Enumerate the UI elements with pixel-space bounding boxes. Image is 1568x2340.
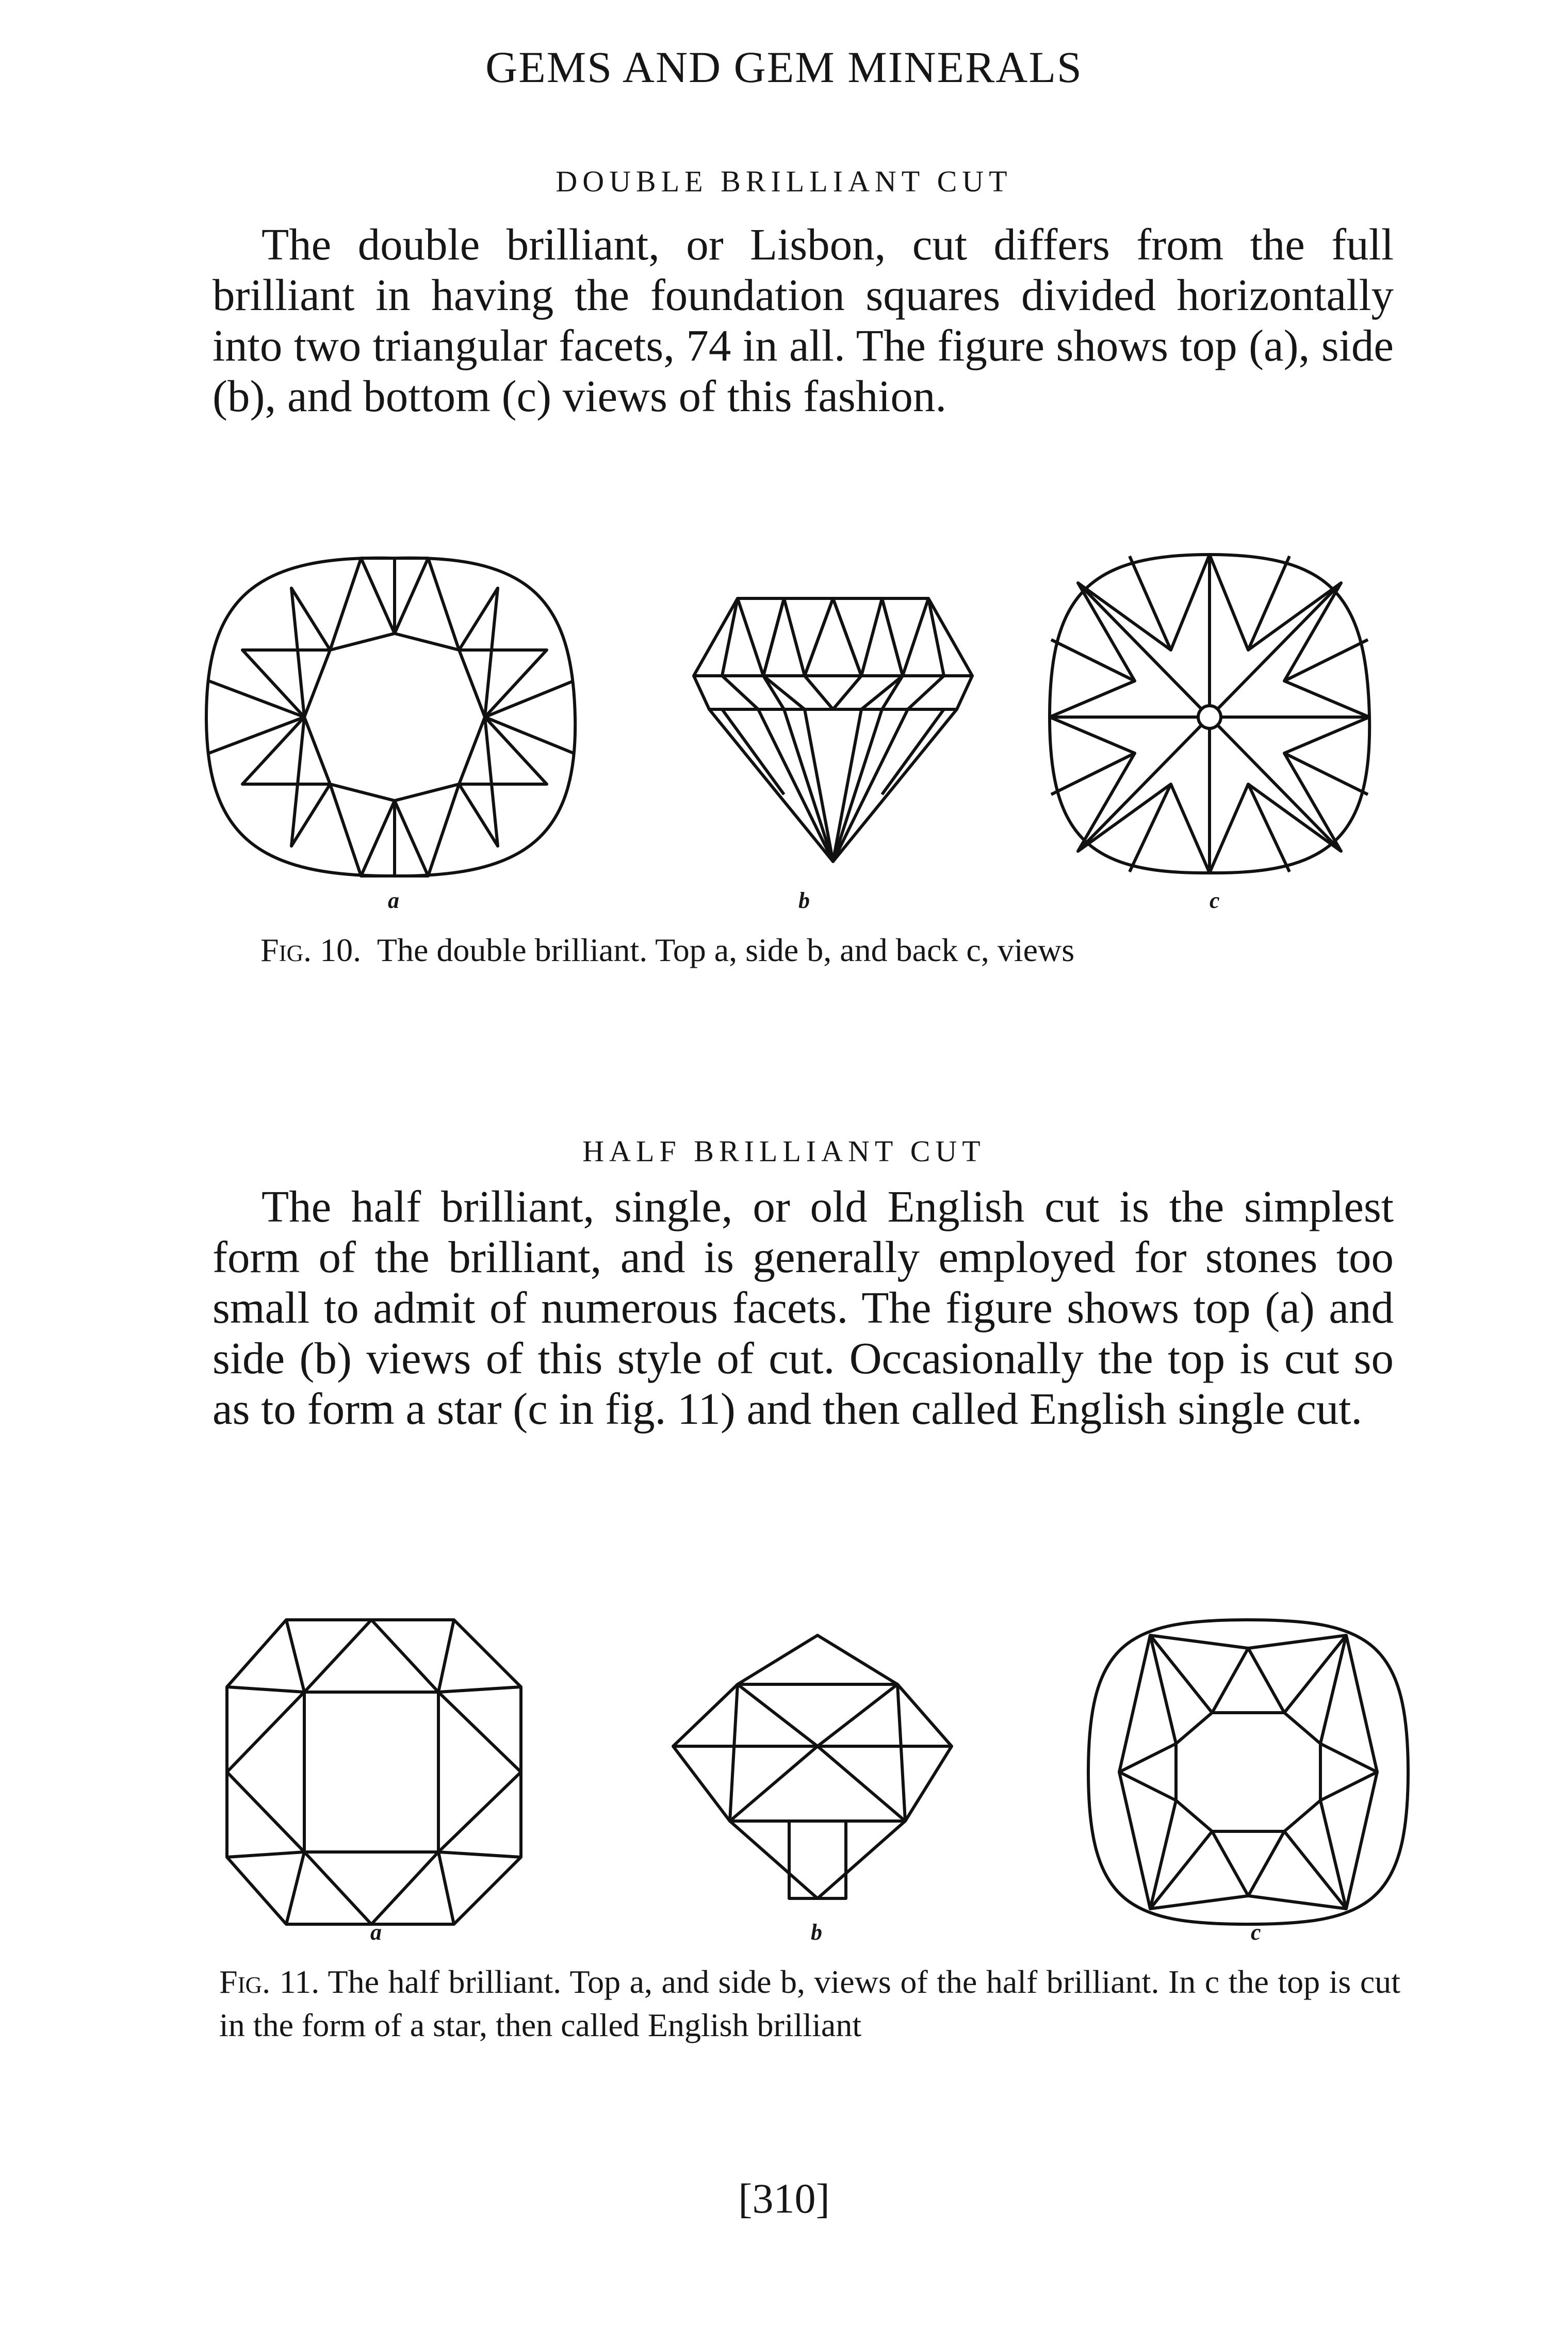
fig11-c-star-view [1088, 1620, 1408, 1924]
paragraph-double-brilliant: The double brilliant, or Lisbon, cut differs from the full brilliant in having the foundation squares divided horizontally into two triangular facets, 74 in all. The figure shows top (a), side (b), and bottom (c) views of this fashion. [213, 219, 1394, 421]
fig10-label-b: b [798, 888, 810, 913]
fig10-caption-text: The double brilliant. Top a, side b, and back c, views [377, 932, 1075, 968]
fig10-a-top-view [206, 558, 575, 876]
fig11-caption-text: The half brilliant. Top a, and side b, views of the half brilliant. In c the top is cut in the form of a star, then called English brilliant [219, 1963, 1401, 2043]
section-title-half-brilliant: HALF BRILLIANT CUT [582, 1134, 986, 1168]
paragraph-half-brilliant: The half brilliant, single, or old English cut is the simplest form of the brilliant, and is generally employed for stones too small to admit of numerous facets. The figure shows top (a) and side (b) views of this style of cut. Occasionally the top is cut so as to form a star (c in fig. 11) and then called English single cut. [213, 1181, 1394, 1434]
fig11-label-b: b [811, 1920, 822, 1945]
fig10-label-a: a [388, 888, 399, 913]
fig11-label-c: c [1251, 1920, 1261, 1945]
figure-11-drawing [0, 1599, 1568, 1960]
fig11-caption-number: Fig. 11. [219, 1963, 320, 2000]
fig10-c-bottom-view [1050, 555, 1369, 873]
fig11-a-top-view [227, 1620, 521, 1924]
fig11-b-side-view [673, 1635, 952, 1898]
fig10-label-c: c [1210, 888, 1220, 913]
fig10-caption [260, 929, 1359, 972]
fig10-b-side-view [694, 598, 972, 862]
page-number: [310] [738, 2175, 830, 2222]
figure-10-drawing [0, 547, 1568, 887]
fig10-caption-number: Fig. 10. [260, 932, 362, 968]
fig11-label-a: a [370, 1920, 382, 1945]
fig11-caption [219, 1960, 1400, 2047]
running-head: GEMS AND GEM MINERALS [485, 42, 1083, 92]
section-title-double-brilliant: DOUBLE BRILLIANT CUT [556, 165, 1012, 198]
